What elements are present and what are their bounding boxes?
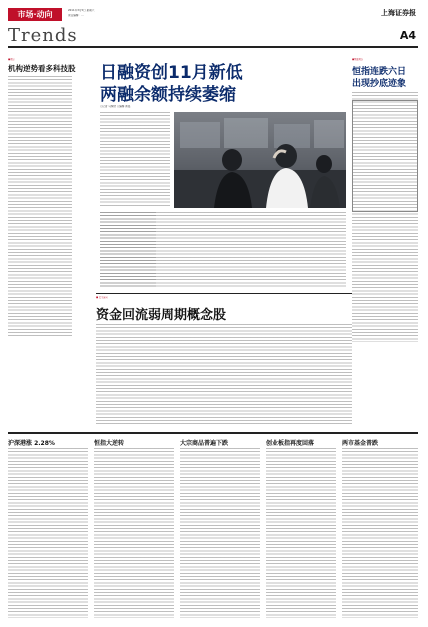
bottom-title-2: 恒指大逆转	[94, 440, 125, 447]
bottom-body-1	[8, 448, 88, 618]
bottom-body-5	[342, 448, 418, 618]
page-number: A4	[399, 29, 416, 42]
main-byline: ○记者 马婧妤 ○编辑 黄铭	[100, 105, 131, 108]
left-article-title: 机构逆势看多科技股	[8, 64, 76, 73]
right-title-1: 恒指连跌六日	[352, 67, 407, 77]
main-headline-2: 两融余额持续萎缩	[100, 85, 236, 105]
bottom-title-3: 大宗商品普遍下跌	[180, 440, 229, 447]
main-body-left	[100, 112, 170, 207]
mid-body	[96, 324, 352, 424]
mid-headline: 资金回流弱周期概念股	[96, 308, 227, 323]
bottom-title-1: 沪深港涨 2.28%	[8, 440, 55, 447]
bottom-body-4	[266, 448, 336, 618]
bottom-title-5: 两市基金普跌	[342, 440, 379, 447]
section-english: Trends	[8, 25, 78, 46]
bottom-title-4: 创业板指再度回落	[266, 440, 315, 447]
left-article-body	[8, 76, 72, 336]
paper-name: 上海证券报	[381, 8, 416, 17]
main-body-col-a	[100, 212, 156, 288]
mid-tag: ■ 资金流向	[96, 296, 108, 299]
section-banner: 市场·动向	[8, 8, 62, 21]
mid-rule	[96, 293, 352, 294]
bottom-body-2	[94, 448, 174, 618]
right-box	[352, 100, 418, 212]
header-rule	[8, 46, 418, 48]
bottom-rule	[8, 432, 418, 434]
left-tag: ■观察	[8, 58, 15, 61]
right-title-2: 出现抄底迹象	[352, 79, 407, 89]
right-tag: ■两融观察	[352, 58, 363, 61]
bottom-body-3	[180, 448, 260, 618]
trader-photo	[174, 112, 346, 208]
main-headline-1: 日融资创11月新低	[100, 63, 243, 83]
editor-line: 责任编辑：…	[68, 14, 84, 17]
issue-date: 2011年3月5日 星期六	[68, 9, 95, 12]
